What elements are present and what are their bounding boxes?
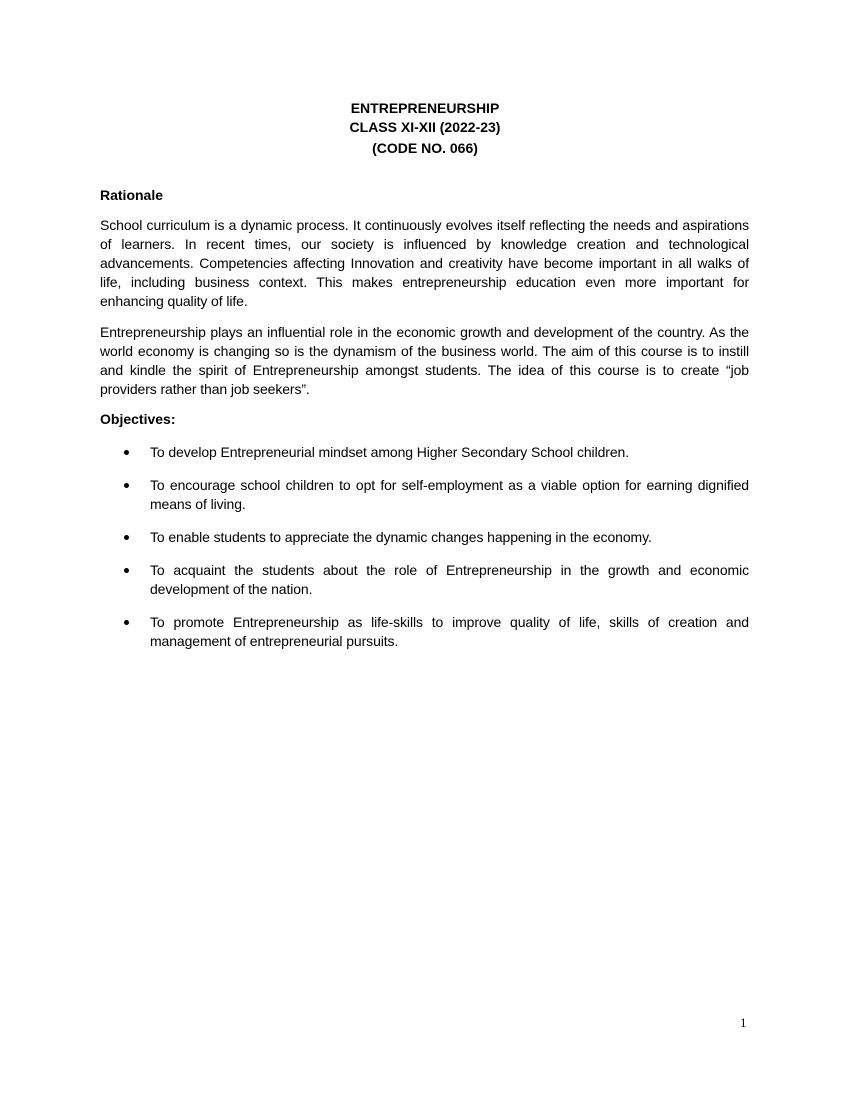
document-title: [0, 99, 850, 158]
rationale-heading: Rationale: [100, 187, 164, 203]
rationale-paragraph-1: School curriculum is a dynamic process. It continuously evolves itself reflecting the needs and aspirations of learners. In recent times, our society is influenced by knowledge creation and technological advancements. Competencies affecting Innovation and creativity have become important in all walks of life, including business context. This makes entrepreneurship education even more important for enhancing quality of life.: [100, 217, 749, 309]
objective-text: To acquaint the students about the role of Entrepreneurship in the growth and economic development of the nation.: [150, 562, 749, 597]
bullet-icon: [124, 620, 129, 625]
objective-item: [100, 561, 749, 599]
bullet-icon: [124, 535, 129, 540]
bullet-icon: [124, 483, 129, 488]
bullet-icon: [124, 568, 129, 573]
rationale-paragraph-2: Entrepreneurship plays an influential role in the economic growth and development of the country. As the world economy is changing so is the dynamism of the business world. The aim of this course is to instill and kindle the spirit of Entrepreneurship amongst students. The idea of this course is to create “job providers rather than job seekers”.: [100, 324, 749, 397]
objective-item: [100, 443, 749, 462]
objectives-heading: Objectives:: [100, 411, 176, 427]
page-number: 1: [740, 1015, 747, 1030]
objective-text: To enable students to appreciate the dynamic changes happening in the economy.: [150, 529, 652, 545]
objective-item: [100, 528, 749, 547]
document-body: [100, 186, 749, 665]
objective-item: [100, 476, 749, 514]
objective-item: [100, 613, 749, 651]
title-subject: ENTREPRENEURSHIP: [350, 100, 500, 116]
objective-text: To encourage school children to opt for self-employment as a viable option for earning dignified means of living.: [150, 477, 749, 512]
objective-text: To promote Entrepreneurship as life-skills to improve quality of life, skills of creation and management of entrepreneurial pursuits.: [150, 614, 749, 649]
objectives-list: [100, 443, 749, 651]
title-class: CLASS XI-XII (2022-23): [349, 119, 501, 135]
title-code: (CODE NO. 066): [372, 140, 478, 156]
bullet-icon: [124, 450, 129, 455]
objective-text: To develop Entrepreneurial mindset among Higher Secondary School children.: [150, 444, 629, 460]
